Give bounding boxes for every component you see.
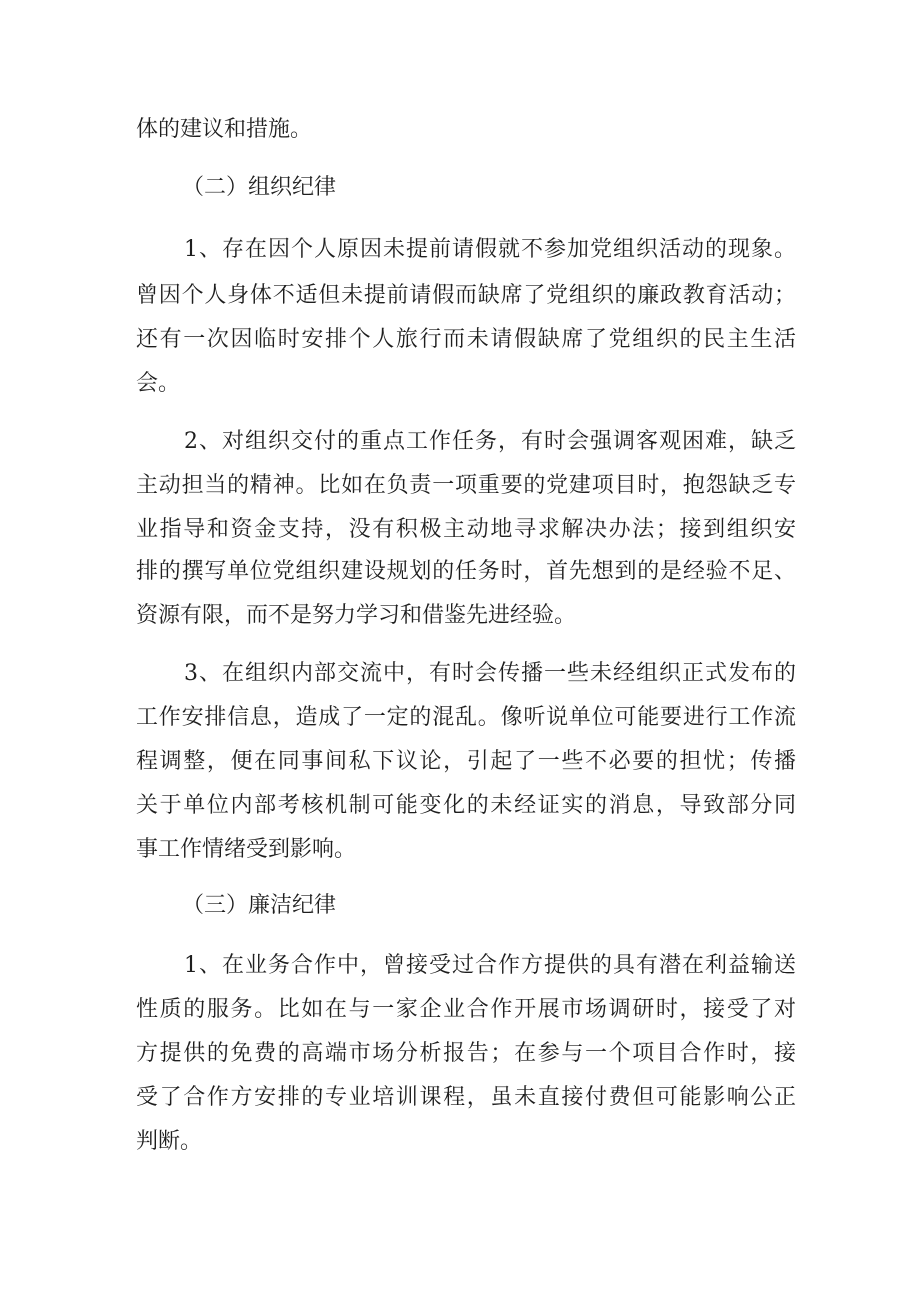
paragraph-line: 关于单位内部考核机制可能变化的未经证实的消息，导致部分同	[136, 793, 796, 818]
paragraph-line: 1、存在因个人原因未提前请假就不参加党组织活动的现象。	[184, 237, 796, 262]
paragraph-line: 3、在组织内部交流中，有时会传播一些未经组织正式发布的	[184, 661, 796, 686]
paragraph-line: 主动担当的精神。比如在负责一项重要的党建项目时，抱怨缺乏专	[136, 473, 796, 498]
paragraph-line: 性质的服务。比如在与一家企业合作开展市场调研时，接受了对	[136, 997, 796, 1022]
paragraph-line: 曾因个人身体不适但未提前请假而缺席了党组织的廉政教育活动；	[136, 283, 796, 308]
paragraph-line: 受了合作方安排的专业培训课程，虽未直接付费但可能影响公正	[136, 1085, 796, 1110]
paragraph-line: 业指导和资金支持，没有积极主动地寻求解决办法；接到组织安	[136, 517, 796, 542]
paragraph-line: 判断。	[136, 1129, 203, 1154]
section-heading-organization-discipline: （二）组织纪律	[182, 175, 337, 200]
paragraph-line: 资源有限，而不是努力学习和借鉴先进经验。	[136, 603, 577, 628]
paragraph-line: 事工作情绪受到影响。	[136, 837, 357, 862]
paragraph-line: 程调整，便在同事间私下议论，引起了一些不必要的担忧；传播	[136, 749, 796, 774]
paragraph-line: 工作安排信息，造成了一定的混乱。像听说单位可能要进行工作流	[136, 705, 796, 730]
paragraph-line: 会。	[136, 371, 181, 396]
paragraph-line: 2、对组织交付的重点工作任务，有时会强调客观困难，缺乏	[184, 429, 796, 454]
intro-tail-line: 体的建议和措施。	[136, 117, 313, 142]
paragraph-line: 1、在业务合作中，曾接受过合作方提供的具有潜在利益输送	[184, 953, 796, 978]
paragraph-line: 还有一次因临时安排个人旅行而未请假缺席了党组织的民主生活	[136, 327, 796, 352]
paragraph-line: 排的撰写单位党组织建设规划的任务时，首先想到的是经验不足、	[136, 559, 796, 584]
paragraph-line: 方提供的免费的高端市场分析报告；在参与一个项目合作时，接	[136, 1041, 796, 1066]
section-heading-integrity-discipline: （三）廉洁纪律	[182, 893, 337, 918]
